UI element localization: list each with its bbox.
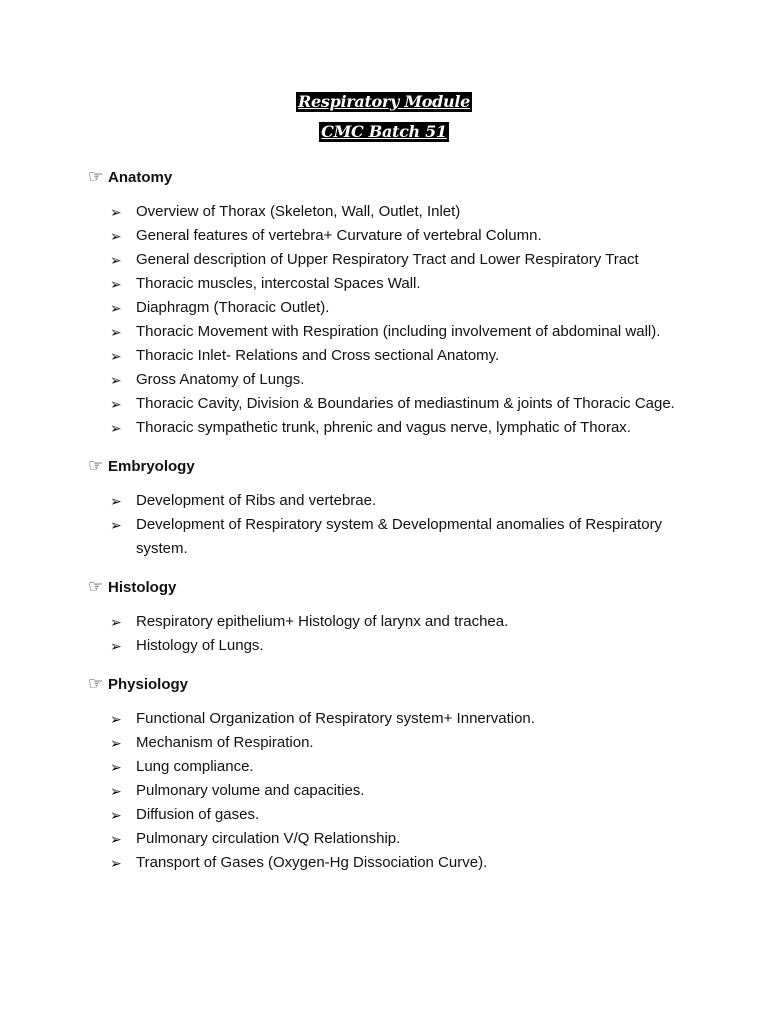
pointing-hand-icon: ☞	[88, 167, 104, 186]
list-item-text: Functional Organization of Respiratory system+ Innervation.	[136, 710, 535, 727]
list-item	[88, 851, 688, 875]
list-item-text: Histology of Lungs.	[136, 637, 264, 654]
list-item-text: Lung compliance.	[136, 758, 254, 775]
section-item-list	[88, 489, 688, 561]
arrowhead-icon: ➢	[110, 396, 122, 412]
arrowhead-icon: ➢	[110, 493, 122, 509]
list-item	[88, 610, 688, 634]
arrowhead-icon: ➢	[110, 735, 122, 751]
list-item	[88, 320, 688, 344]
list-item-text: Thoracic Movement with Respiration (including involvement of abdominal wall).	[136, 323, 661, 340]
arrowhead-icon: ➢	[110, 324, 122, 340]
pointing-hand-icon: ☞	[88, 674, 104, 693]
list-item	[88, 489, 688, 513]
arrowhead-icon: ➢	[110, 638, 122, 654]
section-heading-text: Histology	[108, 578, 177, 596]
arrowhead-icon: ➢	[110, 831, 122, 847]
list-item-text: Transport of Gases (Oxygen-Hg Dissociation Curve).	[136, 854, 488, 871]
list-item-text: Thoracic Cavity, Division & Boundaries of mediastinum & joints of Thoracic Cage.	[136, 395, 675, 412]
list-item	[88, 200, 688, 224]
section-histology	[88, 576, 688, 658]
arrowhead-icon: ➢	[110, 228, 122, 244]
arrowhead-icon: ➢	[110, 276, 122, 292]
section-heading-text: Physiology	[108, 675, 189, 693]
list-item	[88, 248, 688, 272]
list-item-text: Pulmonary volume and capacities.	[136, 782, 365, 799]
document-subtitle: CMC Batch 51	[321, 122, 447, 141]
list-item-text: Respiratory epithelium+ Histology of larynx and trachea.	[136, 613, 509, 630]
section-heading-text: Anatomy	[108, 168, 173, 186]
section-item-list	[88, 707, 688, 875]
arrowhead-icon: ➢	[110, 252, 122, 268]
title-block	[0, 92, 768, 152]
arrowhead-icon: ➢	[110, 372, 122, 388]
list-item-text: Diaphragm (Thoracic Outlet).	[136, 299, 330, 316]
list-item	[88, 803, 688, 827]
arrowhead-icon: ➢	[110, 614, 122, 630]
arrowhead-icon: ➢	[110, 807, 122, 823]
section-embryology	[88, 455, 688, 561]
list-item-text: Development of Respiratory system & Developmental anomalies of Respiratory system.	[136, 516, 663, 557]
section-item-list	[88, 200, 688, 440]
list-item-text: Thoracic sympathetic trunk, phrenic and vagus nerve, lymphatic of Thorax.	[136, 419, 631, 436]
list-item	[88, 731, 688, 755]
list-item	[88, 779, 688, 803]
list-item-text: Thoracic Inlet- Relations and Cross sectional Anatomy.	[136, 347, 500, 364]
list-item-text: Thoracic muscles, intercostal Spaces Wall.	[136, 275, 421, 292]
list-item-text: Overview of Thorax (Skeleton, Wall, Outlet, Inlet)	[136, 203, 461, 220]
arrowhead-icon: ➢	[110, 855, 122, 871]
section-item-list	[88, 610, 688, 658]
list-item-text: Development of Ribs and vertebrae.	[136, 492, 377, 509]
list-item	[88, 513, 688, 561]
list-item	[88, 344, 688, 368]
arrowhead-icon: ➢	[110, 711, 122, 727]
list-item	[88, 296, 688, 320]
list-item	[88, 368, 688, 392]
section-heading	[88, 455, 688, 477]
list-item-text: Mechanism of Respiration.	[136, 734, 314, 751]
list-item-text: Gross Anatomy of Lungs.	[136, 371, 305, 388]
list-item	[88, 416, 688, 440]
section-heading	[88, 673, 688, 695]
section-heading	[88, 576, 688, 598]
list-item	[88, 634, 688, 658]
list-item	[88, 224, 688, 248]
arrowhead-icon: ➢	[110, 348, 122, 364]
arrowhead-icon: ➢	[110, 204, 122, 220]
pointing-hand-icon: ☞	[88, 456, 104, 475]
list-item	[88, 392, 688, 416]
list-item-text: General features of vertebra+ Curvature of vertebral Column.	[136, 227, 542, 244]
content-area	[88, 166, 688, 890]
list-item-text: Diffusion of gases.	[136, 806, 260, 823]
arrowhead-icon: ➢	[110, 517, 122, 533]
section-heading-text: Embryology	[108, 457, 195, 475]
list-item-text: General description of Upper Respiratory Tract and Lower Respiratory Tract	[136, 251, 639, 268]
section-heading	[88, 166, 688, 188]
arrowhead-icon: ➢	[110, 759, 122, 775]
list-item	[88, 827, 688, 851]
section-physiology	[88, 673, 688, 875]
arrowhead-icon: ➢	[110, 783, 122, 799]
document-title: Respiratory Module	[298, 92, 470, 111]
list-item	[88, 707, 688, 731]
list-item	[88, 272, 688, 296]
list-item	[88, 755, 688, 779]
arrowhead-icon: ➢	[110, 300, 122, 316]
pointing-hand-icon: ☞	[88, 577, 104, 596]
arrowhead-icon: ➢	[110, 420, 122, 436]
list-item-text: Pulmonary circulation V/Q Relationship.	[136, 830, 401, 847]
section-anatomy	[88, 166, 688, 440]
